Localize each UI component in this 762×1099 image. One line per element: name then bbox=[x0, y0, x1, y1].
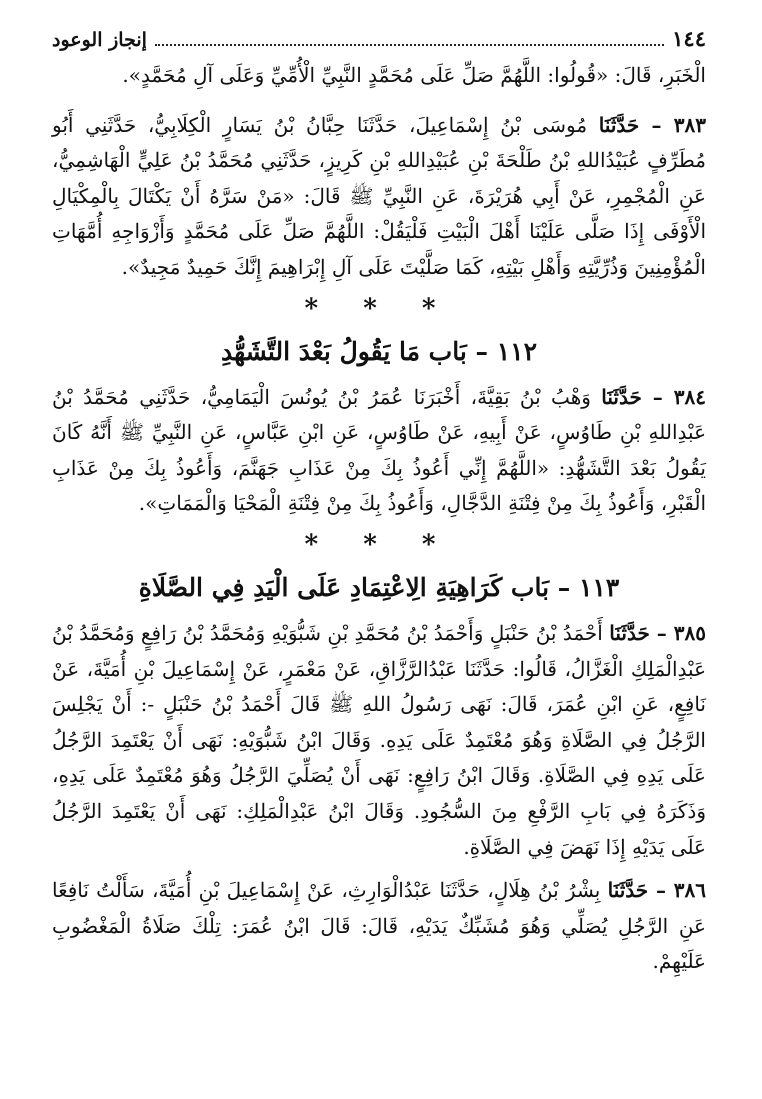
hadith-386-number: ٣٨٦ – حَدَّثَنَا bbox=[607, 878, 707, 903]
hadith-383 bbox=[52, 108, 706, 286]
hadith-386-text: بِشْرُ بْنُ هِلَالٍ، حَدَّثَنَا عَبْدُالْوَارِثِ، عَنْ إِسْمَاعِيلَ بْنِ أُمَيَّةَ، سَأَلْتُ نَافِعًا عَنِ الرَّجُلِ يُصَلِّي وَهُوَ مُشَبِّكٌ يَدَيْهِ، قَالَ: قَالَ ابْنُ عُمَرَ: تِلْكَ صَلَاةُ الْمَغْضُوبِ عَلَيْهِمْ. bbox=[52, 878, 706, 974]
hadith-386 bbox=[52, 873, 706, 980]
chapter-heading-112: ١١٢ – بَاب مَا يَقُولُ بَعْدَ التَّشَهُّدِ bbox=[220, 336, 538, 366]
hadith-383-text: مُوسَى بْنُ إِسْمَاعِيلَ، حَدَّثَنَا حِبَّانُ بْنُ يَسَارٍ الْكِلَابِيُّ، حَدَّثَنِي أَبُو مُطَرِّفٍ عُبَيْدُاللهِ بْنُ طَلْحَةَ بْنِ عُبَيْدِاللهِ بْنِ كَرِيزٍ، حَدَّثَنِي مُحَمَّدُ بْنُ عَلِيٍّ الْهَاشِمِيُّ، عَنِ الْمُجْمِرِ، عَنْ أَبِي هُرَيْرَةَ، عَنِ النَّبِيِّ ﷺ قَالَ: «مَنْ سَرَّهُ أَنْ يَكْتَالَ بِالْمِكْيَالِ الْأَوْفَى إِذَا صَلَّى عَلَيْنَا أَهْلَ الْبَيْتِ فَلْيَقُلْ: اللَّهُمَّ صَلِّ عَلَى مُحَمَّدٍ وَأَزْوَاجِهِ أُمَّهَاتِ الْمُؤْمِنِينَ وَذُرِّيَّتِهِ وَأَهْلِ بَيْتِهِ، كَمَا صَلَّيْتَ عَلَى آلِ إِبْرَاهِيمَ إِنَّكَ حَمِيدٌ مَجِيدٌ». bbox=[52, 112, 706, 279]
chapter-heading-113: ١١٣ – بَاب كَرَاهِيَةِ الِاعْتِمَادِ عَلَى الْيَدِ فِي الصَّلَاةِ bbox=[138, 572, 620, 602]
page-number: ١٤٤ bbox=[672, 26, 706, 51]
section-separator: * * * bbox=[304, 529, 454, 560]
hadith-384-number: ٣٨٤ – حَدَّثَنَا bbox=[601, 384, 707, 409]
section-separator: * * * bbox=[304, 293, 454, 324]
paragraph-continuation: الْخَبَرِ، قَالَ: «قُولُوا: اللَّهُمَّ صَلِّ عَلَى مُحَمَّدٍ النَّبِيِّ الْأُمِّيِّ وَعَلَى آلِ مُحَمَّدٍ». bbox=[122, 63, 706, 87]
hadith-385 bbox=[52, 616, 706, 865]
page-header bbox=[52, 26, 706, 58]
hadith-385-number: ٣٨٥ – حَدَّثَنَا bbox=[609, 620, 707, 645]
hadith-384 bbox=[52, 380, 706, 522]
hadith-384-text: وَهْبُ بْنُ بَقِيَّةَ، أَخْبَرَنَا عُمَرُ بْنُ يُونُسَ الْيَمَامِيُّ، حَدَّثَنِي مُحَمَّدُ بْنُ عَبْدِاللهِ بْنِ طَاوُسٍ، عَنْ أَبِيهِ، عَنْ طَاوُسٍ، عَنِ ابْنِ عَبَّاسٍ، عَنِ النَّبِيِّ ﷺ أَنَّهُ كَانَ يَقُولُ بَعْدَ التَّشَهُّدِ: «اللَّهُمَّ إِنِّي أَعُوذُ بِكَ مِنْ عَذَابِ جَهَنَّمَ، وَأَعُوذُ بِكَ مِنْ عَذَابِ الْقَبْرِ، وَأَعُوذُ بِكَ مِنْ فِتْنَةِ الدَّجَّالِ، وَأَعُوذُ بِكَ مِنْ فِتْنَةِ الْمَحْيَا وَالْمَمَاتِ». bbox=[52, 384, 707, 516]
hadith-385-text: أَحْمَدُ بْنُ حَنْبَلٍ وَأَحْمَدُ بْنُ مُحَمَّدِ بْنِ شَبُّوَيْهِ وَمُحَمَّدُ بْنُ رَافِعٍ وَمُحَمَّدُ بْنُ عَبْدِالْمَلِكِ الْغَزَّالُ، قَالُوا: حَدَّثَنَا عَبْدُالرَّزَّاقِ، عَنْ مَعْمَرٍ، عَنْ إِسْمَاعِيلَ بْنِ أُمَيَّةَ، عَنْ نَافِعٍ، عَنِ ابْنِ عُمَرَ، قَالَ: نَهَى رَسُولُ اللهِ ﷺ قَالَ أَحْمَدُ بْنُ حَنْبَلٍ -: أَنْ يَجْلِسَ الرَّجُلُ فِي الصَّلَاةِ وَهُوَ مُعْتَمِدٌ عَلَى يَدِهِ. وَقَالَ ابْنُ شَبُّوَيْهِ: نَهَى أَنْ يَعْتَمِدَ الرَّجُلُ عَلَى يَدِهِ فِي الصَّلَاةِ. وَقَالَ ابْنُ رَافِعٍ: نَهَى أَنْ يُصَلِّيَ الرَّجُلُ وَهُوَ مُعْتَمِدٌ عَلَى يَدِهِ، وَذَكَرَهُ فِي بَابِ الرَّفْعِ مِنَ السُّجُودِ. وَقَالَ ابْنُ عَبْدِالْمَلِكِ: نَهَى أَنْ يَعْتَمِدَ الرَّجُلُ عَلَى يَدَيْهِ إِذَا نَهَضَ فِي الصَّلَاةِ. bbox=[52, 620, 707, 859]
hadith-383-number: ٣٨٣ – حَدَّثَنَا bbox=[598, 112, 707, 137]
book-title: إنجاز الوعود bbox=[52, 29, 147, 51]
header-leader-dots bbox=[155, 43, 664, 46]
